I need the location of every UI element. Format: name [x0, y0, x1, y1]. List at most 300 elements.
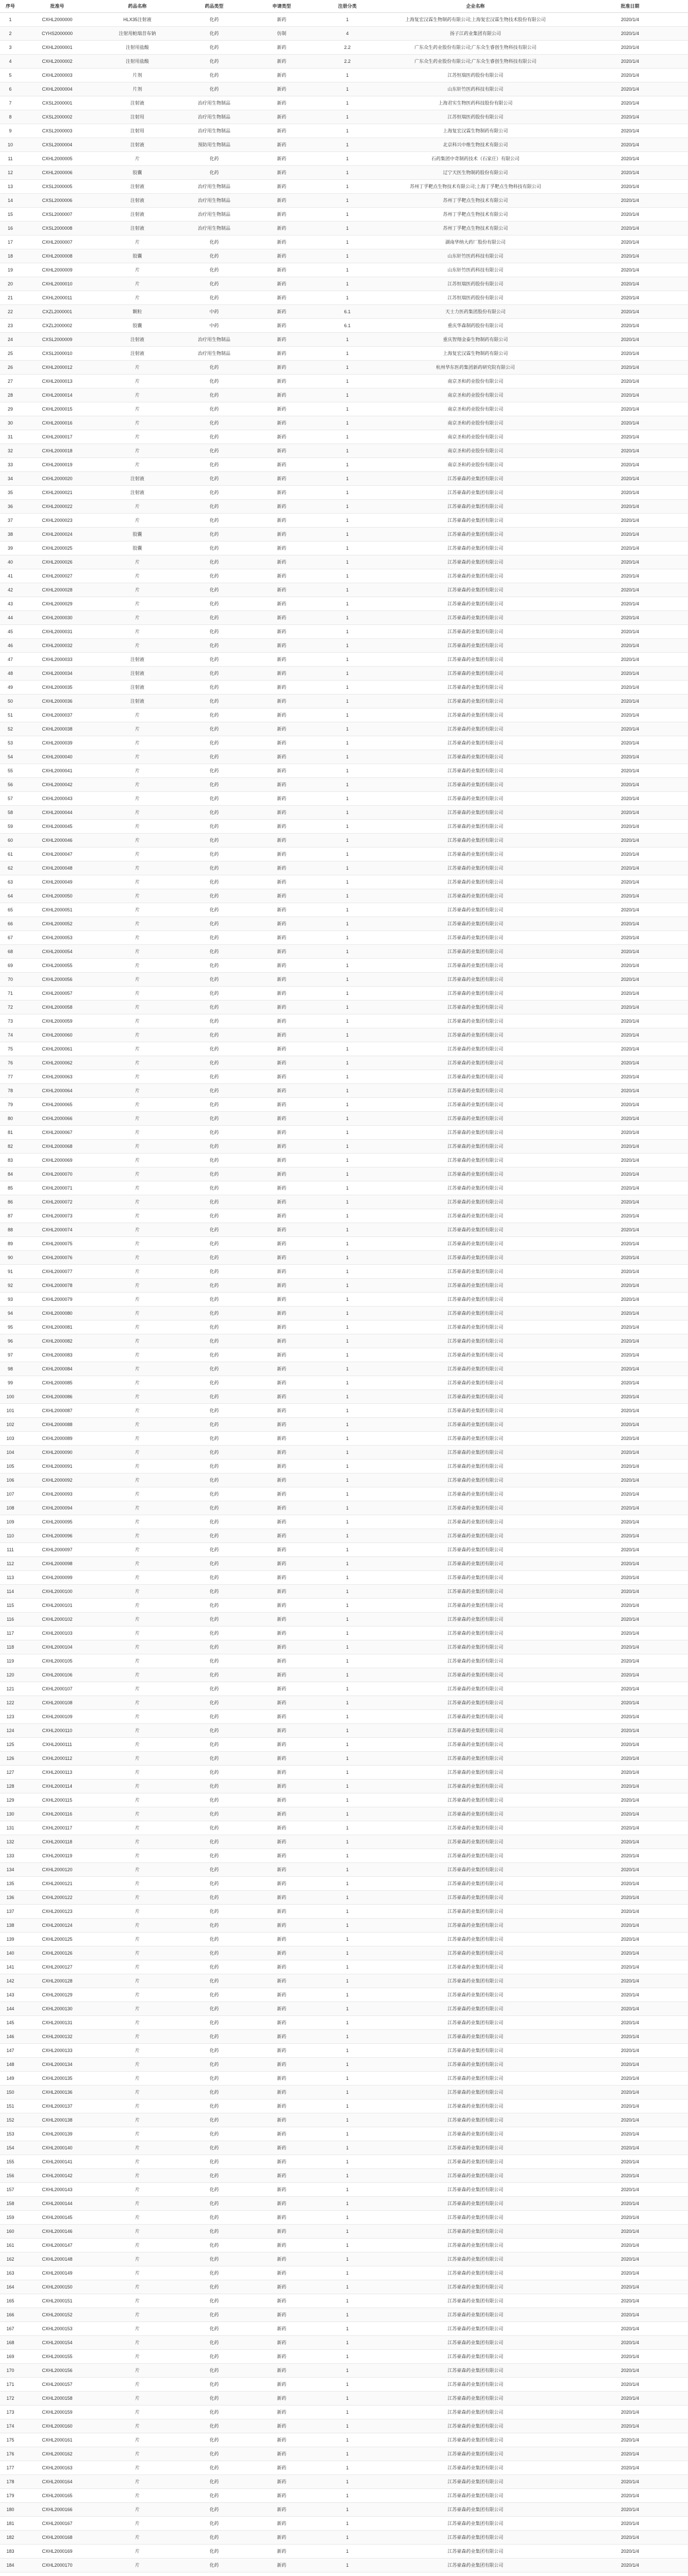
cell-registration-class: 1 [316, 333, 379, 347]
cell-approval-no: CXHL2000000 [21, 13, 94, 27]
cell-application-type: 新药 [247, 1320, 316, 1334]
cell-index: 117 [0, 1626, 21, 1640]
cell-application-type: 新药 [247, 1432, 316, 1446]
cell-application-type: 新药 [247, 291, 316, 305]
table-row [0, 2280, 688, 2294]
table-row [0, 41, 688, 55]
cell-index: 17 [0, 235, 21, 249]
cell-company: 江苏豪森药业集团有限公司 [379, 2155, 572, 2169]
cell-index: 164 [0, 2280, 21, 2294]
table-row [0, 569, 688, 583]
cell-application-type: 新药 [247, 2475, 316, 2489]
cell-index: 141 [0, 1960, 21, 1974]
cell-registration-class: 1 [316, 1849, 379, 1863]
cell-index: 115 [0, 1599, 21, 1613]
cell-application-type: 新药 [247, 1960, 316, 1974]
cell-approval-date: 2020/1/4 [572, 611, 688, 625]
cell-drug-type: 化药 [181, 820, 247, 834]
cell-company: 江苏豪森药业集团有限公司 [379, 1738, 572, 1752]
cell-drug-name: 片 [94, 1348, 181, 1362]
cell-application-type: 新药 [247, 1251, 316, 1265]
cell-approval-date: 2020/1/4 [572, 263, 688, 277]
cell-drug-type: 化药 [181, 1793, 247, 1807]
cell-index: 55 [0, 764, 21, 778]
cell-approval-date: 2020/1/4 [572, 13, 688, 27]
cell-registration-class: 1 [316, 694, 379, 708]
cell-index: 53 [0, 736, 21, 750]
cell-drug-type: 化药 [181, 41, 247, 55]
cell-approval-no: CXHL2000060 [21, 1028, 94, 1042]
cell-application-type: 新药 [247, 1529, 316, 1543]
cell-drug-type: 化药 [181, 2169, 247, 2183]
cell-drug-name: 片 [94, 1515, 181, 1529]
cell-approval-date: 2020/1/4 [572, 2405, 688, 2419]
cell-approval-no: CXHL2000053 [21, 931, 94, 945]
cell-drug-name: 片 [94, 2308, 181, 2322]
cell-approval-no: CXHL2000117 [21, 1821, 94, 1835]
cell-approval-no: CXSL2000008 [21, 222, 94, 235]
table-row [0, 1946, 688, 1960]
cell-approval-no: CXHL2000169 [21, 2545, 94, 2558]
cell-approval-date: 2020/1/4 [572, 444, 688, 458]
cell-approval-date: 2020/1/4 [572, 41, 688, 55]
cell-drug-type: 治疗用生物制品 [181, 96, 247, 110]
cell-approval-no: CXZL2000001 [21, 305, 94, 319]
cell-drug-type: 化药 [181, 2517, 247, 2531]
cell-drug-name: 片 [94, 820, 181, 834]
cell-company: 江苏豪森药业集团有限公司 [379, 2378, 572, 2392]
cell-index: 63 [0, 875, 21, 889]
cell-application-type: 新药 [247, 1362, 316, 1376]
cell-approval-no: CXHL2000081 [21, 1320, 94, 1334]
cell-index: 54 [0, 750, 21, 764]
cell-approval-date: 2020/1/4 [572, 1738, 688, 1752]
cell-application-type: 新药 [247, 917, 316, 931]
cell-drug-type: 化药 [181, 235, 247, 249]
cell-index: 132 [0, 1835, 21, 1849]
cell-approval-date: 2020/1/4 [572, 2294, 688, 2308]
cell-company: 江苏豪森药业集团有限公司 [379, 1849, 572, 1863]
cell-company: 江苏豪森药业集团有限公司 [379, 2545, 572, 2558]
cell-drug-type: 化药 [181, 249, 247, 263]
cell-approval-no: CXHL2000151 [21, 2294, 94, 2308]
column-header-drug-type: 药品类型 [181, 0, 247, 13]
cell-drug-name: 注射液 [94, 694, 181, 708]
cell-index: 98 [0, 1362, 21, 1376]
cell-drug-name: 片 [94, 2517, 181, 2531]
table-row [0, 1599, 688, 1613]
cell-approval-date: 2020/1/4 [572, 583, 688, 597]
cell-drug-name: 片 [94, 1766, 181, 1780]
cell-approval-no: CXHL2000046 [21, 834, 94, 848]
cell-drug-name: 片 [94, 263, 181, 277]
cell-registration-class: 1 [316, 1223, 379, 1237]
cell-company: 江苏豪森药业集团有限公司 [379, 1167, 572, 1181]
cell-approval-date: 2020/1/4 [572, 486, 688, 500]
table-row [0, 708, 688, 722]
cell-drug-name: 片 [94, 1167, 181, 1181]
cell-registration-class: 1 [316, 249, 379, 263]
cell-company: 江苏豪森药业集团有限公司 [379, 2558, 572, 2572]
cell-approval-date: 2020/1/4 [572, 388, 688, 402]
cell-registration-class: 1 [316, 1418, 379, 1432]
cell-index: 92 [0, 1279, 21, 1293]
cell-application-type: 新药 [247, 2058, 316, 2072]
cell-registration-class: 1 [316, 1738, 379, 1752]
cell-approval-date: 2020/1/4 [572, 1780, 688, 1793]
table-row [0, 2350, 688, 2364]
cell-application-type: 新药 [247, 124, 316, 138]
cell-drug-type: 化药 [181, 1209, 247, 1223]
cell-registration-class: 1 [316, 1640, 379, 1654]
cell-drug-type: 化药 [181, 1167, 247, 1181]
cell-registration-class: 1 [316, 2405, 379, 2419]
cell-drug-type: 化药 [181, 1835, 247, 1849]
cell-drug-type: 化药 [181, 1668, 247, 1682]
cell-drug-name: 片 [94, 2294, 181, 2308]
cell-approval-date: 2020/1/4 [572, 1112, 688, 1126]
cell-approval-date: 2020/1/4 [572, 2378, 688, 2392]
cell-drug-type: 化药 [181, 736, 247, 750]
cell-index: 51 [0, 708, 21, 722]
cell-index: 148 [0, 2058, 21, 2072]
table-row [0, 597, 688, 611]
cell-registration-class: 1 [316, 1056, 379, 1070]
cell-drug-type: 化药 [181, 1334, 247, 1348]
cell-approval-no: CXHL2000086 [21, 1390, 94, 1404]
cell-registration-class: 1 [316, 2113, 379, 2127]
cell-company: 江苏豪森药业集团有限公司 [379, 2364, 572, 2378]
cell-company: 江苏豪森药业集团有限公司 [379, 2113, 572, 2127]
cell-drug-name: 片 [94, 2503, 181, 2517]
cell-registration-class: 1 [316, 2044, 379, 2058]
cell-application-type: 新药 [247, 2016, 316, 2030]
cell-registration-class: 1 [316, 1098, 379, 1112]
table-row [0, 2225, 688, 2239]
cell-approval-no: CXHL2000036 [21, 694, 94, 708]
cell-drug-name: 片 [94, 611, 181, 625]
cell-registration-class: 1 [316, 931, 379, 945]
table-row [0, 792, 688, 806]
cell-drug-name: 片 [94, 861, 181, 875]
cell-index: 2 [0, 27, 21, 41]
cell-registration-class: 1 [316, 1042, 379, 1056]
cell-drug-name: 片 [94, 1209, 181, 1223]
cell-approval-date: 2020/1/4 [572, 1529, 688, 1543]
cell-company: 重庆智翔金泰生物制药有限公司 [379, 333, 572, 347]
cell-index: 7 [0, 96, 21, 110]
cell-registration-class: 1 [316, 569, 379, 583]
cell-drug-name: 片 [94, 1028, 181, 1042]
cell-application-type: 新药 [247, 1195, 316, 1209]
table-row [0, 1265, 688, 1279]
cell-registration-class: 1 [316, 1487, 379, 1501]
cell-application-type: 新药 [247, 2113, 316, 2127]
cell-registration-class: 1 [316, 2531, 379, 2545]
cell-drug-name: 片 [94, 1682, 181, 1696]
table-row [0, 2211, 688, 2225]
cell-drug-name: 片 [94, 1070, 181, 1084]
cell-drug-name: 片 [94, 1112, 181, 1126]
cell-application-type: 新药 [247, 166, 316, 180]
cell-application-type: 新药 [247, 1599, 316, 1613]
cell-approval-no: CXHL2000069 [21, 1154, 94, 1167]
cell-company: 江苏豪森药业集团有限公司 [379, 1265, 572, 1279]
cell-approval-date: 2020/1/4 [572, 1404, 688, 1418]
cell-approval-date: 2020/1/4 [572, 597, 688, 611]
cell-approval-no: CXHL2000106 [21, 1668, 94, 1682]
cell-approval-date: 2020/1/4 [572, 208, 688, 222]
cell-approval-date: 2020/1/4 [572, 1654, 688, 1668]
cell-application-type: 新药 [247, 1001, 316, 1014]
cell-index: 58 [0, 806, 21, 820]
cell-index: 21 [0, 291, 21, 305]
cell-drug-name: 注射液 [94, 208, 181, 222]
cell-index: 100 [0, 1390, 21, 1404]
cell-drug-type: 化药 [181, 2127, 247, 2141]
table-row [0, 2489, 688, 2503]
cell-registration-class: 1 [316, 2433, 379, 2447]
cell-drug-name: 片 [94, 2489, 181, 2503]
cell-company: 江苏豪森药业集团有限公司 [379, 1348, 572, 1362]
table-row [0, 2169, 688, 2183]
cell-drug-type: 化药 [181, 528, 247, 541]
cell-index: 82 [0, 1140, 21, 1154]
cell-drug-type: 化药 [181, 1473, 247, 1487]
cell-company: 江苏恒瑞医药股份有限公司 [379, 277, 572, 291]
table-row [0, 2141, 688, 2155]
cell-drug-type: 化药 [181, 1362, 247, 1376]
table-row [0, 1390, 688, 1404]
cell-approval-no: CXHL2000012 [21, 361, 94, 375]
cell-index: 170 [0, 2364, 21, 2378]
cell-company: 江苏豪森药业集团有限公司 [379, 987, 572, 1001]
cell-drug-name: 注射液 [94, 472, 181, 486]
cell-index: 142 [0, 1974, 21, 1988]
cell-application-type: 新药 [247, 1891, 316, 1905]
cell-drug-name: 片 [94, 2545, 181, 2558]
cell-company: 苏州丁孚靶点生物技术有限公司 [379, 222, 572, 235]
cell-company: 江苏豪森药业集团有限公司 [379, 2336, 572, 2350]
cell-registration-class: 1 [316, 1571, 379, 1585]
cell-drug-type: 化药 [181, 2058, 247, 2072]
cell-index: 163 [0, 2266, 21, 2280]
cell-approval-date: 2020/1/4 [572, 194, 688, 208]
cell-registration-class: 1 [316, 1585, 379, 1599]
cell-drug-type: 化药 [181, 1293, 247, 1307]
cell-company: 江苏豪森药业集团有限公司 [379, 2072, 572, 2086]
cell-approval-no: CXHL2000164 [21, 2475, 94, 2489]
table-row [0, 208, 688, 222]
cell-registration-class: 1 [316, 2503, 379, 2517]
table-row [0, 2252, 688, 2266]
cell-drug-type: 化药 [181, 1126, 247, 1140]
cell-drug-name: 片 [94, 708, 181, 722]
cell-drug-name: 片 [94, 2475, 181, 2489]
cell-index: 4 [0, 55, 21, 69]
cell-approval-date: 2020/1/4 [572, 1084, 688, 1098]
cell-application-type: 新药 [247, 722, 316, 736]
cell-application-type [247, 2572, 316, 2576]
cell-drug-type: 化药 [181, 2086, 247, 2099]
cell-drug-type: 化药 [181, 500, 247, 514]
cell-application-type: 新药 [247, 1098, 316, 1112]
cell-drug-name: 注射液 [94, 333, 181, 347]
cell-drug-type: 化药 [181, 486, 247, 500]
cell-approval-no: CXZL2000002 [21, 319, 94, 333]
cell-drug-name: 片 [94, 2072, 181, 2086]
cell-approval-date: 2020/1/4 [572, 1348, 688, 1362]
cell-drug-name: 片 [94, 1988, 181, 2002]
cell-approval-date: 2020/1/4 [572, 987, 688, 1001]
cell-application-type: 新药 [247, 2127, 316, 2141]
cell-drug-type: 化药 [181, 889, 247, 903]
cell-drug-name: 片 [94, 1529, 181, 1543]
cell-approval-date: 2020/1/4 [572, 1668, 688, 1682]
cell-approval-date: 2020/1/4 [572, 1432, 688, 1446]
cell-company: 江苏豪森药业集团有限公司 [379, 848, 572, 861]
cell-approval-date: 2020/1/4 [572, 555, 688, 569]
cell-application-type: 新药 [247, 1919, 316, 1933]
cell-approval-date: 2020/1/4 [572, 1640, 688, 1654]
cell-approval-no: CXHL2000091 [21, 1460, 94, 1473]
cell-registration-class: 1 [316, 1668, 379, 1682]
cell-application-type: 新药 [247, 1014, 316, 1028]
table-row [0, 528, 688, 541]
cell-index: 79 [0, 1098, 21, 1112]
cell-registration-class: 1 [316, 263, 379, 277]
cell-company: 江苏豪森药业集团有限公司 [379, 1891, 572, 1905]
table-row [0, 639, 688, 653]
cell-application-type: 新药 [247, 388, 316, 402]
cell-registration-class: 1 [316, 1014, 379, 1028]
table-row [0, 416, 688, 430]
cell-approval-no: CXHL2000146 [21, 2225, 94, 2239]
cell-application-type: 新药 [247, 2378, 316, 2392]
cell-drug-name: 片 [94, 1237, 181, 1251]
table-row [0, 2058, 688, 2072]
cell-approval-no: CXHL2000030 [21, 611, 94, 625]
cell-drug-type: 治疗用生物制品 [181, 194, 247, 208]
cell-application-type: 新药 [247, 249, 316, 263]
cell-approval-date: 2020/1/4 [572, 2419, 688, 2433]
cell-approval-no: CXHL2000122 [21, 1891, 94, 1905]
cell-application-type: 新药 [247, 778, 316, 792]
cell-application-type: 新药 [247, 1613, 316, 1626]
cell-drug-type: 化药 [181, 2183, 247, 2197]
table-row [0, 750, 688, 764]
cell-approval-no: CXHL2000130 [21, 2002, 94, 2016]
cell-application-type: 新药 [247, 1140, 316, 1154]
cell-approval-date: 2020/1/4 [572, 2030, 688, 2044]
cell-approval-date: 2020/1/4 [572, 1251, 688, 1265]
cell-drug-type: 化药 [181, 1529, 247, 1543]
cell-application-type: 新药 [247, 2558, 316, 2572]
cell-company: 江苏豪森药业集团有限公司 [379, 1793, 572, 1807]
cell-company: 江苏豪森药业集团有限公司 [379, 1487, 572, 1501]
cell-drug-name: 片 [94, 2155, 181, 2169]
cell-index: 95 [0, 1320, 21, 1334]
table-row [0, 152, 688, 166]
cell-registration-class: 2.2 [316, 55, 379, 69]
cell-index: 151 [0, 2099, 21, 2113]
cell-drug-name: 片 [94, 889, 181, 903]
cell-approval-date: 2020/1/4 [572, 500, 688, 514]
table-row [0, 458, 688, 472]
cell-application-type: 新药 [247, 597, 316, 611]
cell-registration-class: 1 [316, 1793, 379, 1807]
cell-drug-name: 片 [94, 2086, 181, 2099]
cell-drug-name: 片 [94, 1418, 181, 1432]
cell-drug-type: 化药 [181, 263, 247, 277]
cell-drug-name: 片 [94, 1195, 181, 1209]
cell-application-type: 新药 [247, 2183, 316, 2197]
cell-registration-class: 1 [316, 2322, 379, 2336]
cell-company: 江苏豪森药业集团有限公司 [379, 611, 572, 625]
cell-index: 3 [0, 41, 21, 55]
cell-index: 71 [0, 987, 21, 1001]
cell-registration-class: 1 [316, 2392, 379, 2405]
cell-index: 78 [0, 1084, 21, 1098]
cell-approval-date: 2020/1/4 [572, 1571, 688, 1585]
cell-drug-type: 化药 [181, 1084, 247, 1098]
table-row [0, 694, 688, 708]
cell-application-type: 新药 [247, 1849, 316, 1863]
cell-approval-no: CXHL2000065 [21, 1098, 94, 1112]
cell-approval-no: CXHL2000119 [21, 1849, 94, 1863]
cell-company: 江苏豪森药业集团有限公司 [379, 806, 572, 820]
table-row [0, 1988, 688, 2002]
cell-drug-name: 片 [94, 1251, 181, 1265]
cell-approval-no: CXHL2000052 [21, 917, 94, 931]
cell-drug-type: 化药 [181, 541, 247, 555]
table-row [0, 681, 688, 694]
cell-registration-class: 1 [316, 1279, 379, 1293]
cell-drug-type: 化药 [181, 2266, 247, 2280]
cell-application-type: 新药 [247, 611, 316, 625]
cell-approval-date: 2020/1/4 [572, 430, 688, 444]
table-row [0, 1028, 688, 1042]
cell-approval-no: CXHL2000107 [21, 1682, 94, 1696]
cell-approval-no: CXHL2000112 [21, 1752, 94, 1766]
cell-drug-name: 注射液 [94, 681, 181, 694]
cell-approval-date: 2020/1/4 [572, 1195, 688, 1209]
cell-application-type: 新药 [247, 1543, 316, 1557]
cell-drug-type: 化药 [181, 1557, 247, 1571]
table-row [0, 848, 688, 861]
table-row [0, 1487, 688, 1501]
table-row [0, 1863, 688, 1877]
cell-company: 江苏豪森药业集团有限公司 [379, 917, 572, 931]
cell-drug-type: 化药 [181, 444, 247, 458]
cell-drug-name: 片 [94, 1320, 181, 1334]
cell-approval-date: 2020/1/4 [572, 959, 688, 973]
cell-index: 127 [0, 1766, 21, 1780]
cell-registration-class: 1 [316, 1988, 379, 2002]
cell-drug-name: 片 [94, 1780, 181, 1793]
table-row [0, 1098, 688, 1112]
cell-drug-name: 片 [94, 2266, 181, 2280]
table-row [0, 1154, 688, 1167]
cell-approval-date: 2020/1/4 [572, 1293, 688, 1307]
cell-approval-date: 2020/1/4 [572, 1960, 688, 1974]
table-row [0, 1766, 688, 1780]
cell-application-type: 新药 [247, 2545, 316, 2558]
cell-approval-no: CXHL2000082 [21, 1334, 94, 1348]
cell-index: 10 [0, 138, 21, 152]
cell-drug-type: 化药 [181, 2155, 247, 2169]
cell-drug-name: 片 [94, 806, 181, 820]
